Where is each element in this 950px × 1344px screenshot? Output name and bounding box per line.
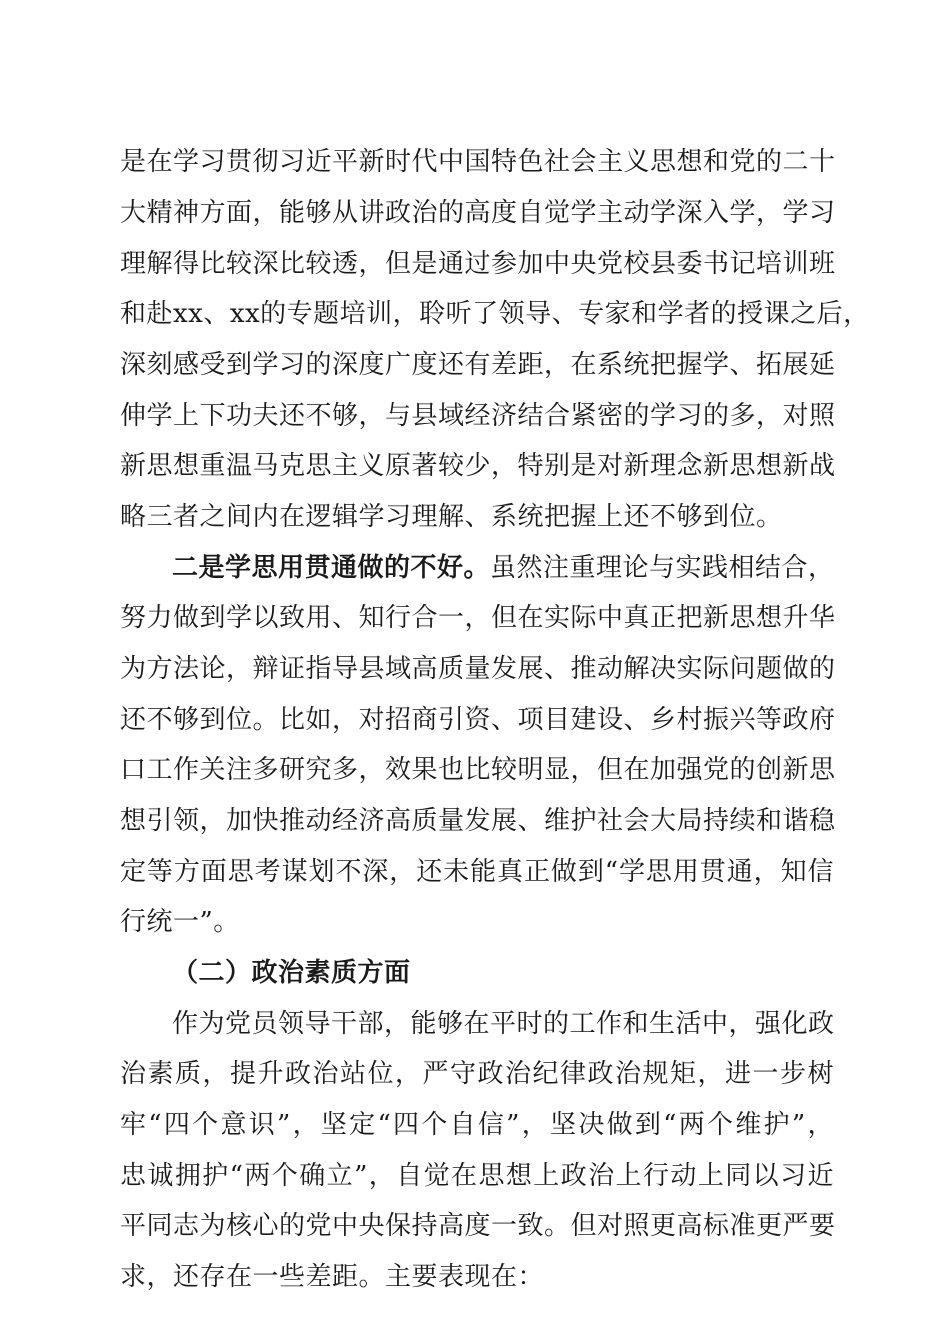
paragraph-line: 是在学习贯彻习近平新时代中国特色社会主义思想和党的二十: [120, 147, 836, 177]
paragraph-line: 理解得比较深比较透，但是通过参加中央党校县委书记培训班: [120, 249, 836, 279]
paragraph-line: 求，还存在一些差距。主要表现在：: [120, 1262, 545, 1292]
paragraph-line: 和赴xx、xx的专题培训，聆听了领导、专家和学者的授课之后，: [120, 299, 870, 329]
point-2-first-line: [172, 548, 834, 588]
paragraph-line: 口工作关注多研究多，效果也比较明显，但在加强党的创新思: [120, 755, 836, 785]
section-heading: （二）政治素质方面: [172, 958, 411, 988]
paragraph-line: 略三者之间内在逻辑学习理解、系统把握上还不够到位。: [120, 502, 783, 532]
paragraph-line: 作为党员领导干部，能够在平时的工作和生活中，强化政: [172, 1009, 835, 1039]
paragraph-line: 忠诚拥护“两个确立”，自觉在思想上政治上行动上同以习近: [120, 1161, 834, 1191]
paragraph-line: 大精神方面，能够从讲政治的高度自觉学主动学深入学，学习: [120, 198, 836, 228]
paragraph-line: 治素质，提升政治站位，严守政治纪律政治规矩，进一步树: [120, 1059, 834, 1089]
paragraph-line: 定等方面思考谋划不深，还未能真正做到“学思用贯通，知信: [120, 857, 834, 887]
paragraph-line: 想引领，加快推动经济高质量发展、维护社会大局持续和谐稳: [120, 806, 836, 836]
paragraph-line: 还不够到位。比如，对招商引资、项目建设、乡村振兴等政府: [120, 705, 836, 735]
paragraph-line: 深刻感受到学习的深度广度还有差距，在系统把握学、拓展延: [120, 350, 836, 380]
paragraph-line: 伸学上下功夫还不够，与县域经济结合紧密的学习的多，对照: [120, 401, 836, 431]
point-2-title: 二是学思用贯通做的不好。: [172, 553, 491, 583]
paragraph-line: 牢“四个意识”，坚定“四个自信”，坚决做到“两个维护”，: [120, 1110, 834, 1140]
paragraph-line: 新思想重温马克思主义原著较少，特别是对新理念新思想新战: [120, 451, 836, 481]
point-2-first-text: 虽然注重理论与实践相结合，: [490, 553, 835, 583]
paragraph-line: 平同志为核心的党中央保持高度一致。但对照更高标准更严要: [120, 1211, 836, 1241]
paragraph-line: 行统一”。: [120, 907, 240, 937]
paragraph-line: 为方法论，辩证指导县域高质量发展、推动解决实际问题做的: [120, 654, 836, 684]
paragraph-line: 努力做到学以致用、知行合一，但在实际中真正把新思想升华: [120, 603, 836, 633]
